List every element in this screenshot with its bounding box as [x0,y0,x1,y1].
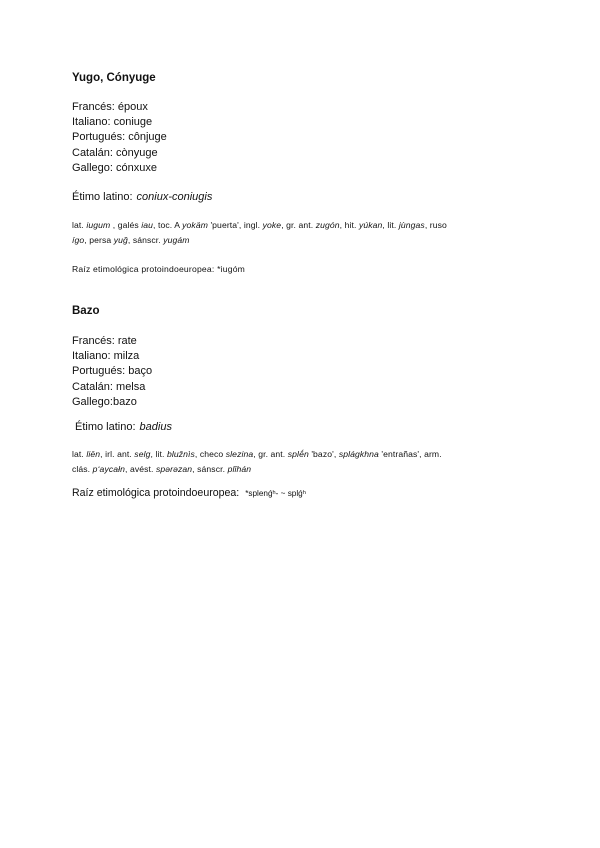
etimo-label: Étimo latino: [72,191,133,203]
cognate-word: pʻaycałn [92,464,126,474]
cognate-word: zugón [315,220,340,230]
translation-catalan: Catalán: cònyuge [72,146,158,159]
cognates-bazo [72,447,542,477]
cognate-word: yuğ [113,235,128,245]
cognate-text: , ruso [424,220,447,230]
etimo-value: coniux-coniugis [136,191,213,203]
etimo-latino-bazo [75,421,545,433]
cognate-text: , lit. [382,220,399,230]
section-title-yugo: Yugo, Cónyuge [72,72,156,84]
cognate-word: iugum [86,220,111,230]
translation-italiano: Italiano: coniuge [72,116,153,129]
cognate-word: yugám [163,235,190,245]
translation-italiano: Italiano: milza [72,350,140,363]
cognate-word: yoke [262,220,282,230]
cognate-word: blužnìs [166,449,195,459]
etimo-label: Étimo latino: [75,421,136,433]
translation-gallego: Gallego:bazo [72,395,137,408]
cognate-text: , toc. A [153,220,183,230]
cognate-text: lat. [72,449,87,459]
cognate-text: , avést. [125,464,157,474]
raiz-label: Raíz etimológica protoindoeuropea: [72,264,215,274]
translation-gallego: Gallego: cónxuxe [72,161,157,174]
cognate-text: , sánscr. [127,235,164,245]
cognates-line [72,233,542,248]
cognate-word: jùngas [398,220,425,230]
cognates-yugo [72,218,542,248]
cognate-word: liēn [86,449,101,459]
cognate-word: splágkhna [338,449,379,459]
section-title-bazo: Bazo [72,305,100,317]
cognate-text: 'puerta', ingl. [207,220,263,230]
translation-portugues: Portugués: cônjuge [72,131,167,144]
translation-portugues: Portugués: baço [72,365,153,378]
cognate-word: spərəzan [156,464,193,474]
cognate-word: slezina [225,449,254,459]
cognate-word: iau [141,220,154,230]
etimo-latino-yugo [72,191,542,203]
cognate-word: plīhán [227,464,252,474]
translation-frances: Francés: époux [72,101,148,113]
cognate-word: yokäm [182,220,208,230]
cognate-text: , persa [84,235,114,245]
cognate-text: , checo [194,449,226,459]
translation-catalan: Catalán: melsa [72,380,146,393]
cognate-word: splḗn [287,449,309,459]
cognate-text: , gr. ant. [281,220,316,230]
cognate-word: ígo [72,235,85,245]
raiz-yugo [72,264,542,274]
etimo-value: badius [139,421,172,433]
cognate-text: , galés [110,220,142,230]
cognate-text: 'entrañas', arm. [378,449,442,459]
translations-list-yugo [72,100,542,176]
cognate-text: clás. [72,464,93,474]
cognate-text: lat. [72,220,87,230]
raiz-value: *iugóm [217,264,246,274]
cognates-line [72,218,542,233]
cognate-text: 'bazo', [308,449,339,459]
cognate-word: selg [134,449,151,459]
raiz-bazo [72,487,542,499]
cognate-text: , gr. ant. [253,449,288,459]
cognate-text: , sánscr. [192,464,228,474]
cognate-text: , hit. [339,220,359,230]
cognate-word: yúkan [358,220,383,230]
raiz-label: Raíz etimológica protoindoeuropea: [72,487,240,499]
cognates-line [72,447,542,462]
translation-frances: Francés: rate [72,335,137,347]
translations-list-bazo [72,334,542,410]
raiz-value: *splenǵʰ- ~ splǵʰ [245,489,306,498]
cognate-text: , lit. [150,449,167,459]
cognate-text: , irl. ant. [100,449,135,459]
cognates-line [72,462,542,477]
